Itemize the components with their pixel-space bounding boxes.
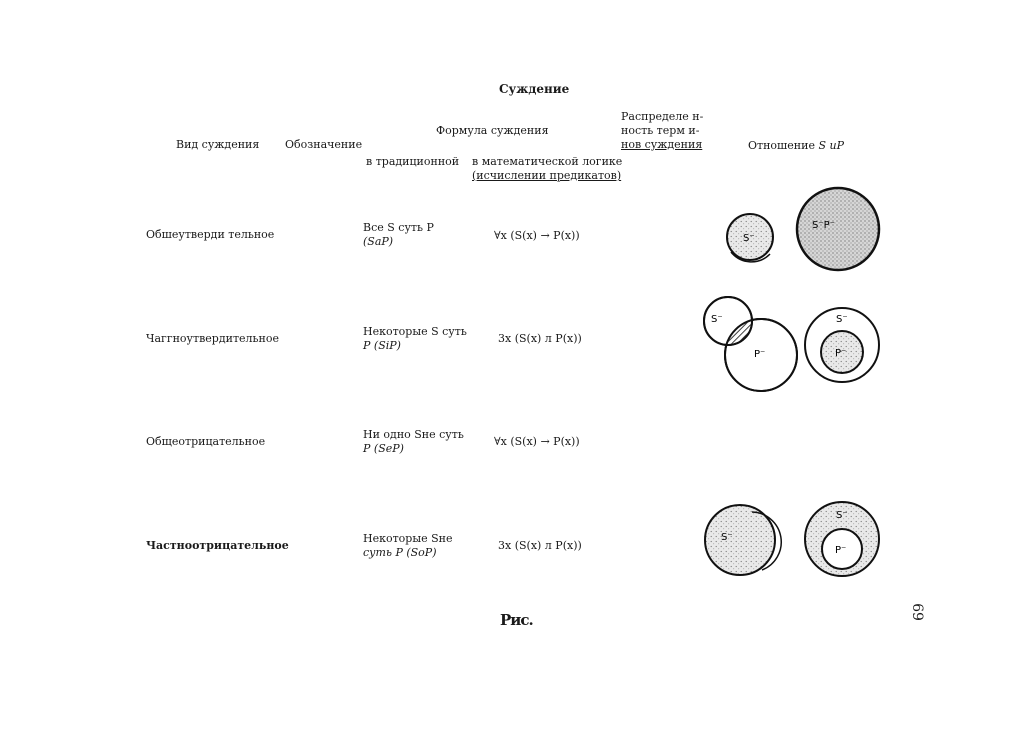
r1-sp-label: S⁻P⁻ bbox=[812, 220, 835, 231]
diagram-row-2 bbox=[704, 297, 879, 391]
header-distribution-1: Распределе н- bbox=[621, 110, 704, 123]
header-relation-prefix: Отношение bbox=[748, 139, 815, 152]
row-2-trad-2: P (SiP) bbox=[363, 339, 401, 352]
header-formula-math-1: в математической логике bbox=[472, 155, 623, 168]
row-3-trad-1: Ни одно Sне суть bbox=[363, 428, 464, 441]
row-2-math: 3x (S(x) л P(x)) bbox=[498, 332, 582, 345]
row-4-trad-1: Некоторые Sне bbox=[363, 532, 453, 545]
r2-p2-label: P⁻ bbox=[835, 348, 847, 359]
row-1-type: Обшеутверди тельное bbox=[146, 228, 275, 241]
r2-s2-label: S⁻ bbox=[836, 314, 848, 325]
row-3-type: Общеотрицательное bbox=[146, 435, 266, 448]
figure-caption: Рис. bbox=[500, 611, 533, 629]
header-distribution-3: нов суждения bbox=[621, 138, 703, 151]
page-number: 69 bbox=[908, 603, 925, 621]
r2-p-label: P⁻ bbox=[754, 349, 766, 360]
row-4-trad-2: суть P (SoP) bbox=[363, 546, 437, 559]
table-title: Суждение bbox=[499, 82, 570, 96]
header-formula-traditional: в традиционной bbox=[366, 155, 460, 168]
row-4-math: 3x (S(x) л P(x)) bbox=[498, 539, 582, 552]
row-1-trad-1: Все S суть P bbox=[363, 221, 434, 234]
row-1-trad-2: (SaP) bbox=[363, 235, 394, 248]
r4-s-label: S⁻ bbox=[721, 532, 733, 543]
header-designation: Обозначение bbox=[285, 138, 363, 151]
header-formula: Формула суждения bbox=[436, 124, 549, 137]
row-2-type: Чаггноутвердительное bbox=[146, 332, 279, 345]
row-1-math: ∀x (S(x) → P(x)) bbox=[494, 229, 580, 242]
r1-sp-circle bbox=[797, 188, 879, 270]
header-relation-symbol: S иP bbox=[818, 139, 844, 152]
diagram-row-4 bbox=[705, 502, 879, 576]
row-3-trad-2: P (SeP) bbox=[363, 442, 404, 455]
r2-s-label: S⁻ bbox=[711, 314, 723, 325]
diagram-row-1 bbox=[727, 188, 879, 270]
header-distribution-2: ность терм и- bbox=[621, 124, 700, 137]
row-3-math: ∀x (S(x) → P(x)) bbox=[494, 435, 580, 448]
row-4-type: Частноотрицательное bbox=[146, 539, 289, 552]
row-2-trad-1: Некоторые S суть bbox=[363, 325, 467, 338]
header-formula-math-2: (исчислении предикатов) bbox=[472, 169, 622, 182]
header-type: Вид суждения bbox=[176, 138, 260, 151]
r4-p2-label: P⁻ bbox=[835, 545, 847, 556]
r1-s-label: S⁻ bbox=[743, 233, 755, 244]
r4-s2-label: S⁻ bbox=[836, 510, 848, 521]
